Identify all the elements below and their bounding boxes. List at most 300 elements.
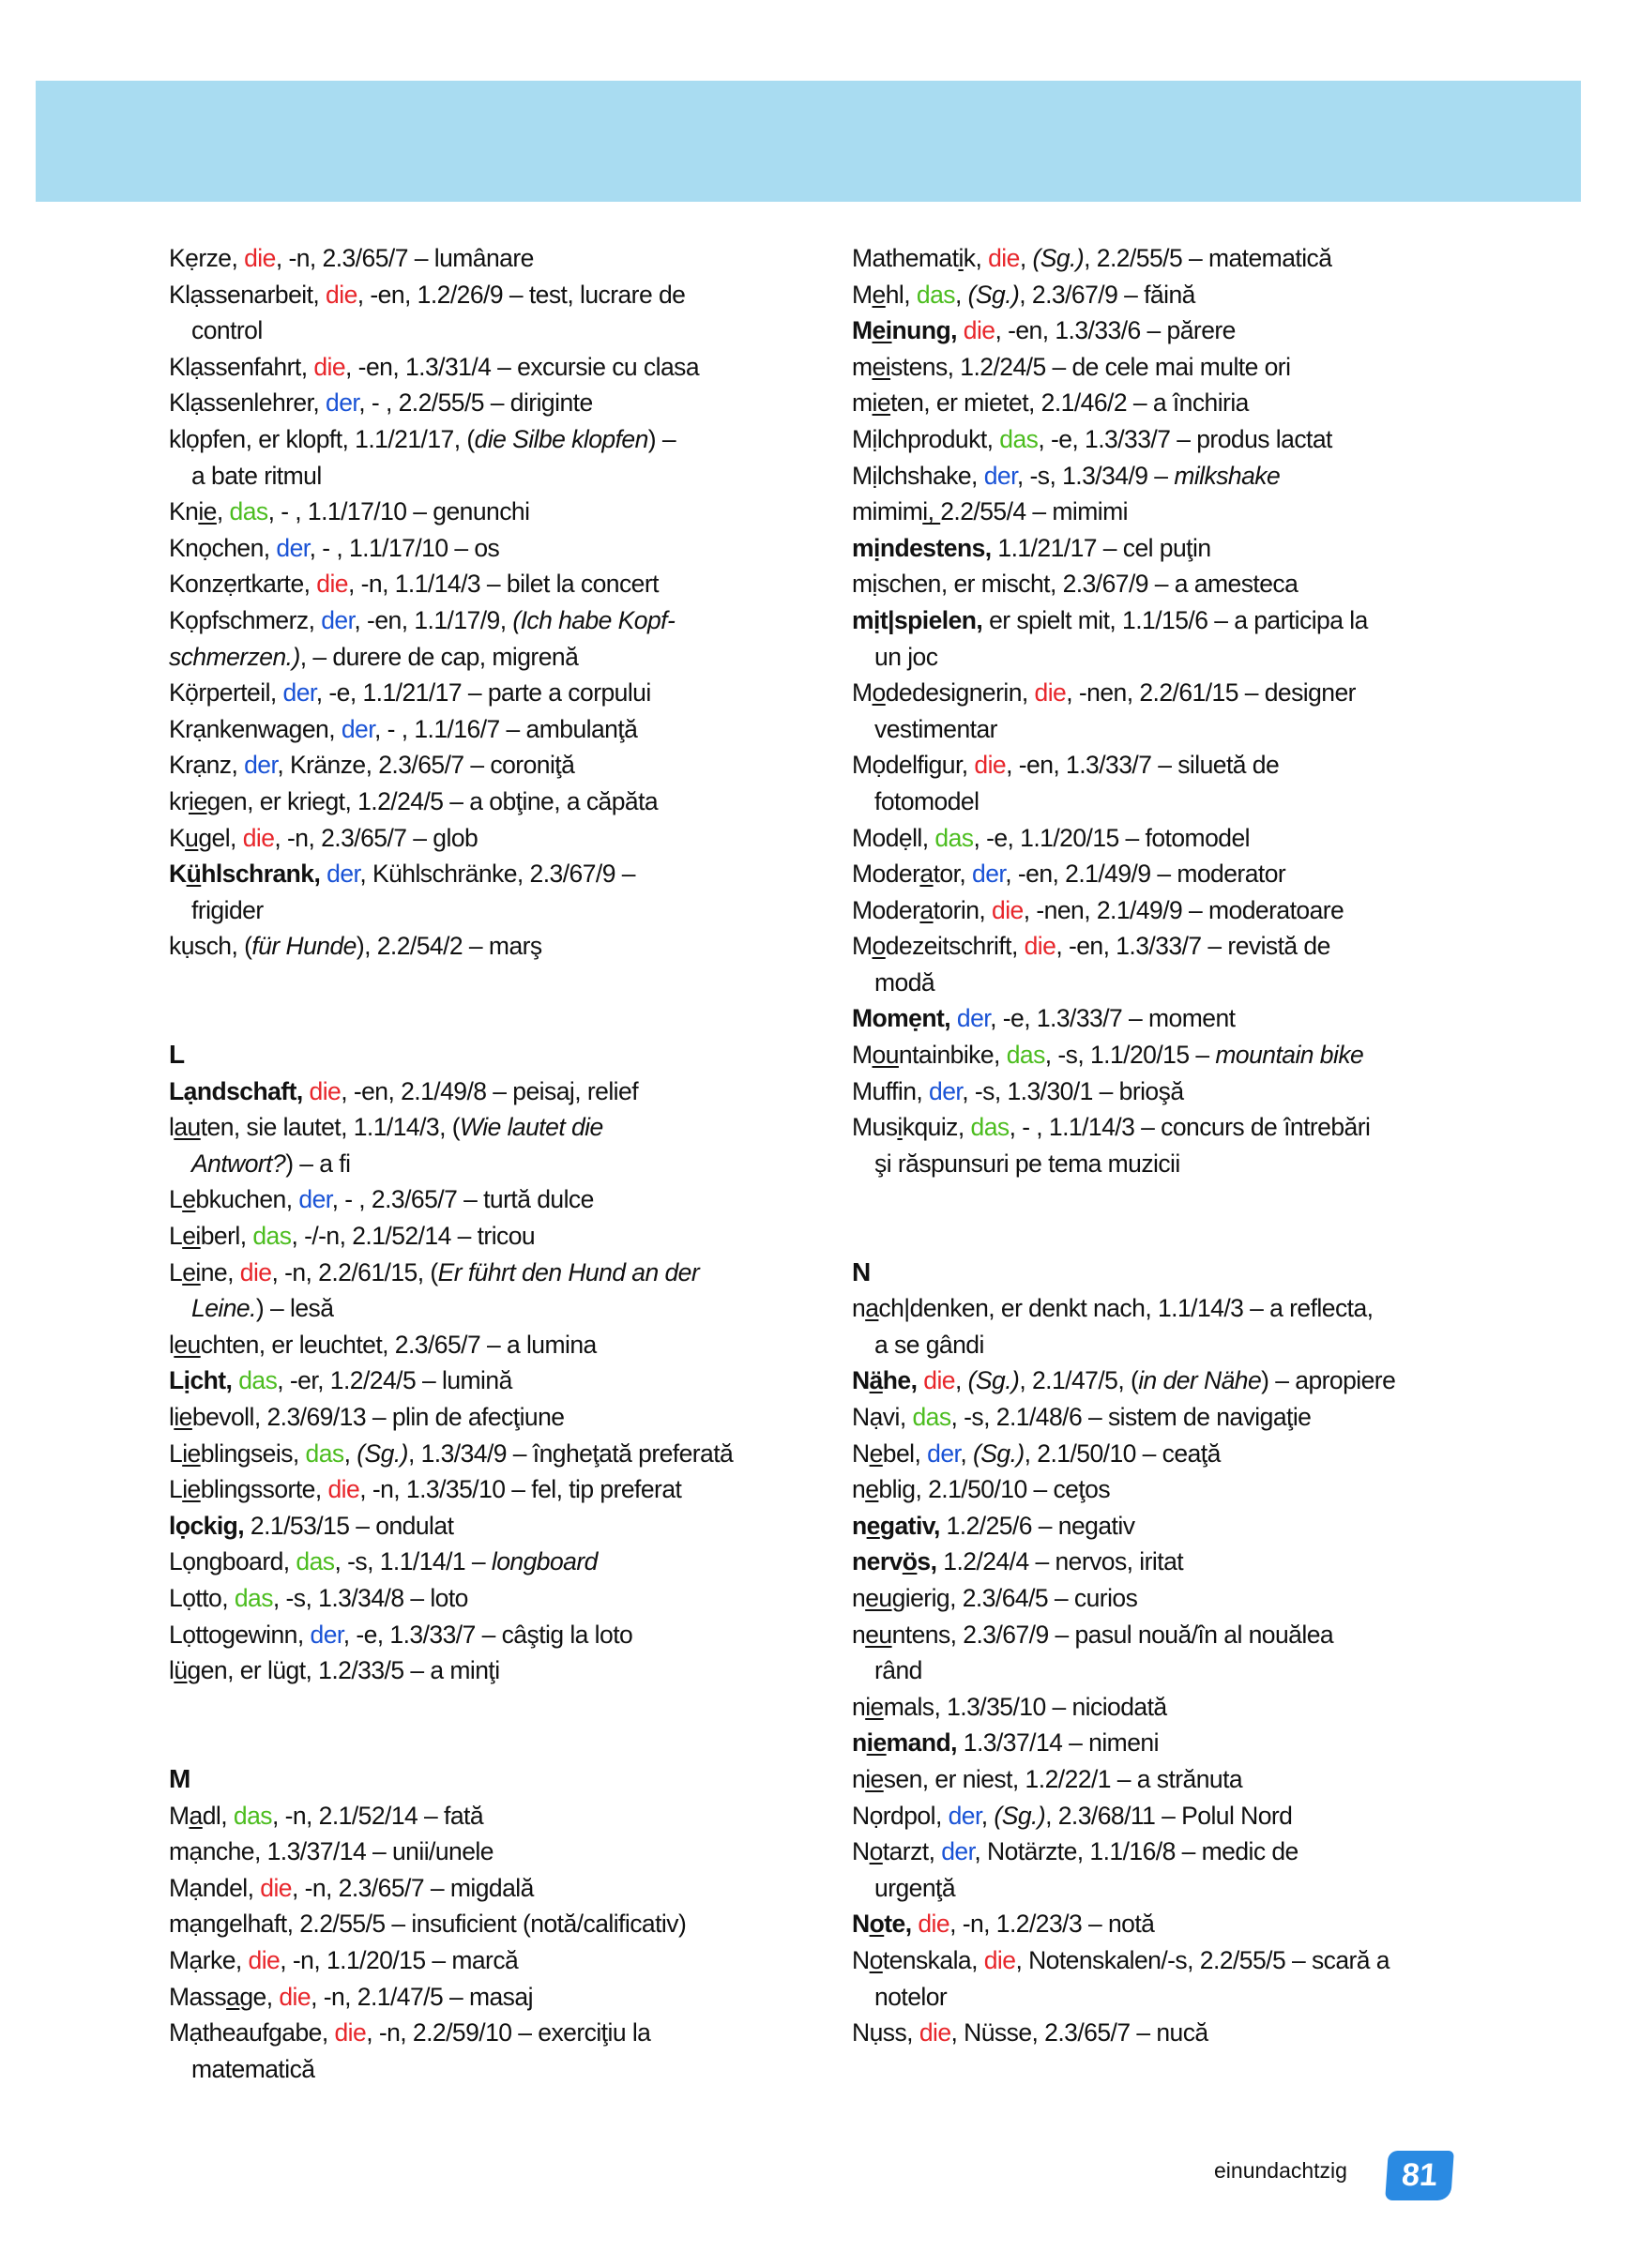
stress-mark: a <box>189 1801 203 1830</box>
entry-text: Mus <box>852 1113 898 1142</box>
entry-text: M <box>852 280 873 309</box>
stress-mark: a <box>919 895 934 924</box>
glossary-entry <box>852 820 1490 857</box>
entry-text: ge, <box>239 1982 280 2011</box>
article-die: die <box>279 1982 311 2011</box>
example-text: die Silbe klopfen <box>474 424 648 453</box>
entry-text: k, <box>963 244 989 272</box>
entry-line <box>169 1906 807 1942</box>
stress-mark: au <box>174 1113 201 1142</box>
article-die: die <box>983 1945 1016 1974</box>
entry-text: , 1.3/34/9 – îngheţată preferată <box>407 1438 734 1468</box>
stress-mark: ie <box>198 497 217 526</box>
glossary-entry <box>169 349 807 386</box>
entry-text: n <box>852 1692 866 1721</box>
entry-line <box>169 2015 807 2051</box>
header-banner <box>36 81 1581 202</box>
entry-text: , - , 2.3/65/7 – turtă dulce <box>331 1185 594 1214</box>
entry-text: fotomodel <box>874 786 980 815</box>
entry-text: , Notenskalen/-s, 2.2/55/5 – scară a <box>1015 1945 1390 1974</box>
entry-text: er spielt mit, 1.1/15/6 – a participa la <box>982 605 1368 634</box>
entry-text: Mạrke, <box>169 1945 249 1974</box>
entry-line <box>852 2015 1490 2051</box>
entry-line <box>852 1146 1490 1182</box>
example-text: (Sg.) <box>967 280 1020 309</box>
glossary-entry <box>852 1000 1490 1037</box>
stress-mark: ei <box>182 1222 201 1251</box>
entry-line <box>852 1761 1490 1798</box>
glossary-entry <box>852 1073 1490 1110</box>
entry-line <box>852 1652 1490 1689</box>
entry-text: , -n, 1.3/35/10 – fel, tip preferat <box>359 1475 682 1504</box>
stress-mark: a <box>226 1982 240 2011</box>
entry-text: Nọrdpol, <box>852 1801 949 1830</box>
example-text: Leine. <box>191 1294 256 1323</box>
entry-text: , Kühlschränke, 2.3/67/9 – <box>359 860 635 889</box>
entry-text <box>303 1077 310 1105</box>
example-text: (Sg.) <box>1032 244 1085 272</box>
entry-line <box>852 1906 1490 1942</box>
entry-text: , <box>954 280 968 309</box>
entry-line <box>852 458 1490 495</box>
glossary-entry <box>852 856 1490 892</box>
glossary-entry <box>169 1870 807 1907</box>
entry-line <box>169 349 807 386</box>
stress-mark: ie <box>188 786 207 815</box>
entry-text: , -s, 1.3/30/1 – brioşă <box>962 1076 1184 1105</box>
entry-line <box>169 240 807 277</box>
article-die: die <box>974 751 1007 780</box>
entry-text: Mathemat <box>852 244 959 272</box>
entry-text: 1.1/21/17 – cel puţin <box>991 533 1211 562</box>
entry-line <box>169 1834 807 1870</box>
entry-line <box>169 602 807 639</box>
entry-text: M <box>169 1801 190 1830</box>
entry-text: Krạnz, <box>169 751 245 780</box>
stress-mark: o <box>872 678 886 708</box>
entry-line <box>852 1436 1490 1472</box>
entry-text: frigider <box>191 895 264 924</box>
entry-text: , -er, 1.2/24/5 – lumină <box>277 1366 512 1395</box>
entry-text: , -en, 1.3/33/6 – părere <box>995 316 1236 345</box>
entry-line <box>852 1399 1490 1436</box>
glossary-entry <box>169 1798 807 1834</box>
entry-text: , -n, 1.2/23/3 – notă <box>949 1910 1155 1939</box>
article-die: die <box>919 2018 951 2047</box>
stress-mark: e <box>872 280 886 309</box>
article-das: das <box>229 497 268 526</box>
glossary-entry <box>852 1942 1490 2015</box>
example-text: schmerzen.) <box>169 642 300 671</box>
entry-text: gierig, 2.3/64/5 – curios <box>891 1583 1138 1612</box>
entry-text: dedesignerin, <box>885 678 1035 708</box>
stress-mark: i <box>958 244 964 272</box>
entry-text: şi răspunsuri pe tema muzicii <box>874 1149 1180 1178</box>
glossary-entry <box>169 1073 807 1110</box>
entry-text: , - , 1.1/16/7 – ambulanţă <box>374 714 638 743</box>
spacer <box>169 965 807 1001</box>
entry-text: , -e, 1.3/33/7 – produs lactat <box>1038 424 1332 453</box>
headword: Lịcht, <box>169 1366 233 1395</box>
article-der: der <box>927 1438 961 1468</box>
entry-line <box>169 1327 807 1363</box>
stress-mark: o <box>869 1945 883 1974</box>
entry-line <box>169 1109 807 1146</box>
article-die: die <box>327 1475 360 1504</box>
entry-line <box>852 494 1490 530</box>
glossary-entry <box>852 1037 1490 1073</box>
entry-line <box>852 747 1490 784</box>
article-der: der <box>983 461 1017 490</box>
section-letter: L <box>169 1040 185 1070</box>
stress-mark: ie <box>865 1692 884 1721</box>
stress-mark: a <box>919 860 934 889</box>
entry-text: gen, er kriegt, 1.2/24/5 – a obţine, a căpăta <box>206 786 659 815</box>
entry-text: a bate ritmul <box>191 461 322 490</box>
entry-line <box>169 1508 807 1545</box>
headword: hlschrank, <box>201 860 321 889</box>
entry-line <box>852 530 1490 567</box>
entry-text: ntainbike, <box>898 1041 1007 1070</box>
entry-text: 1.2/24/4 – nervos, iritat <box>936 1547 1184 1576</box>
glossary-entry <box>169 1471 807 1508</box>
entry-text: , -n, 2.2/59/10 – exerciţiu la <box>366 2018 651 2047</box>
section-letter: M <box>169 1763 190 1793</box>
entry-text: l <box>169 1403 175 1431</box>
entry-line <box>169 1580 807 1617</box>
spacer <box>169 1725 807 1761</box>
entry-text: rând <box>874 1656 922 1685</box>
entry-line <box>169 639 807 676</box>
entry-line <box>852 1471 1490 1508</box>
entry-text: , -/-n, 2.1/52/14 – tricou <box>291 1222 536 1251</box>
entry-text: stens, 1.2/24/5 – de cele mai multe ori <box>890 352 1291 381</box>
entry-text: , -s, 1.1/14/1 – <box>334 1547 492 1576</box>
article-das: das <box>970 1113 1010 1142</box>
headword: he, <box>882 1366 918 1395</box>
entry-line <box>852 1073 1490 1110</box>
entry-line <box>852 1362 1490 1399</box>
spacer <box>852 1181 1490 1218</box>
entry-text: n <box>852 1764 866 1793</box>
entry-line <box>852 1725 1490 1761</box>
entry-text: tarzt, <box>882 1837 942 1866</box>
glossary-entry <box>169 928 807 965</box>
entry-text: , <box>1019 244 1033 272</box>
entry-text: ne, <box>200 1257 240 1286</box>
article-die: die <box>963 316 995 345</box>
entry-line <box>169 1290 807 1327</box>
glossary-entry <box>852 1290 1490 1362</box>
entry-line <box>169 1436 807 1472</box>
glossary-entry <box>852 277 1490 313</box>
entry-text: blingssorte, <box>200 1475 328 1504</box>
glossary-entry <box>852 1508 1490 1545</box>
entry-text: Konzẹrtkarte, <box>169 570 317 599</box>
entry-text: , -n, 1.1/14/3 – bilet la concert <box>347 570 659 599</box>
entry-line <box>852 856 1490 892</box>
article-das: das <box>916 280 955 309</box>
entry-text: , -n, 2.3/65/7 – migdală <box>291 1873 534 1902</box>
article-die: die <box>992 895 1024 924</box>
article-die: die <box>309 1076 342 1105</box>
article-der: der <box>941 1837 975 1866</box>
glossary-entry <box>852 385 1490 421</box>
article-die: die <box>918 1910 950 1939</box>
entry-line <box>852 1617 1490 1653</box>
entry-text: , 2.1/50/10 – ceaţă <box>1024 1438 1221 1468</box>
entry-line <box>169 1255 807 1291</box>
article-das: das <box>234 1583 273 1612</box>
glossary-entry <box>169 1255 807 1327</box>
glossary-entry <box>169 1436 807 1472</box>
entry-text: , - , 1.1/17/10 – genunchi <box>267 497 530 526</box>
entry-text: modă <box>874 967 935 997</box>
entry-text <box>957 316 964 344</box>
entry-line <box>852 349 1490 386</box>
article-die: die <box>248 1945 281 1974</box>
entry-text: , -n, 2.3/65/7 – glob <box>274 823 478 852</box>
stress-mark: eu <box>174 1330 201 1359</box>
stress-mark: ie <box>866 1728 887 1758</box>
entry-text: , 2.2/55/5 – matematică <box>1084 244 1332 272</box>
entry-text: N <box>852 1837 870 1866</box>
entry-line <box>852 1979 1490 2016</box>
entry-text: mimim <box>852 497 923 526</box>
entry-text: klọpfen, er klopft, 1.1/21/17, ( <box>169 424 475 453</box>
entry-line <box>169 1146 807 1182</box>
stress-mark: e <box>865 1475 879 1504</box>
article-die: die <box>239 1257 272 1286</box>
stress-mark: ou <box>872 1041 899 1070</box>
entry-text: , 2.3/67/9 – făină <box>1019 280 1195 309</box>
entry-text: gen, er lügt, 1.2/33/5 – a minţi <box>187 1656 500 1685</box>
entry-line <box>169 1870 807 1907</box>
headword: s, <box>917 1547 937 1576</box>
article-die: die <box>326 280 357 309</box>
entry-text: bel, <box>882 1438 928 1468</box>
headword: N <box>852 1910 870 1939</box>
entry-line <box>852 965 1490 1001</box>
glossary-entry <box>169 711 807 748</box>
entry-text: kquiz, <box>902 1113 971 1142</box>
stress-mark: o <box>869 1910 885 1939</box>
article-der: der <box>321 605 355 634</box>
glossary-entry <box>852 458 1490 495</box>
entry-text: dezeitschrift, <box>885 932 1025 961</box>
glossary-entry <box>852 1544 1490 1580</box>
example-text: in der Nähe <box>1138 1366 1262 1395</box>
glossary-entry <box>169 1181 807 1218</box>
page-number-badge <box>1385 2151 1454 2200</box>
entry-text: Mọdelfigur, <box>852 751 975 780</box>
glossary-entry <box>852 240 1490 277</box>
stress-mark: o <box>869 1837 883 1866</box>
entry-text: , -en, 1.2/26/9 – test, lucrare de <box>357 280 686 309</box>
entry-line <box>852 1000 1490 1037</box>
entry-text: mịschen, er mischt, 2.3/67/9 – a amesteca <box>852 570 1298 599</box>
entry-line <box>169 1544 807 1580</box>
glossary-column-right <box>852 240 1490 2051</box>
entry-text: 2.1/53/15 – ondulat <box>244 1511 454 1540</box>
entry-text: l <box>169 1330 175 1359</box>
entry-text: ), 2.2/54/2 – marş <box>356 932 542 961</box>
glossary-entry <box>852 1725 1490 1761</box>
entry-text: , -en, 2.1/49/8 – peisaj, relief <box>341 1076 639 1105</box>
entry-text: un joc <box>874 642 938 671</box>
entry-text: hl, <box>885 280 917 309</box>
stress-mark: ie <box>174 1403 192 1431</box>
entry-text: , Kränze, 2.3/65/7 – coroniţă <box>277 751 575 780</box>
glossary-entry <box>169 1834 807 1870</box>
entry-line <box>169 784 807 820</box>
entry-text: , <box>960 1438 973 1468</box>
glossary-entry <box>169 566 807 602</box>
glossary-entry <box>169 1218 807 1255</box>
glossary-entry <box>169 1362 807 1399</box>
article-die: die <box>334 2018 367 2047</box>
glossary-entry <box>852 747 1490 819</box>
glossary-entry <box>169 1508 807 1545</box>
stress-mark: e <box>866 1511 880 1540</box>
entry-line <box>852 639 1490 676</box>
example-text: mountain bike <box>1215 1041 1364 1070</box>
stress-mark: eu <box>865 1620 892 1649</box>
stress-mark: ie <box>182 1475 201 1504</box>
entry-text: Klạssenfahrt, <box>169 352 314 381</box>
stress-mark: eu <box>865 1583 892 1612</box>
entry-text: N <box>852 1438 870 1468</box>
stress-mark: e <box>182 1185 196 1214</box>
glossary-entry <box>852 530 1490 567</box>
entry-text: mạnche, 1.3/37/14 – unii/unele <box>169 1837 494 1866</box>
entry-text: kr <box>169 786 189 815</box>
entry-line <box>169 494 807 530</box>
entry-line <box>852 1580 1490 1617</box>
entry-text: chten, er leuchtet, 2.3/65/7 – a lumina <box>200 1330 597 1359</box>
article-das: das <box>238 1366 278 1395</box>
entry-line <box>169 1399 807 1436</box>
entry-text: matematică <box>191 2054 315 2083</box>
example-text: (Sg.) <box>972 1438 1025 1468</box>
entry-line <box>852 1834 1490 1870</box>
article-der: der <box>948 1801 981 1830</box>
glossary-entry <box>169 530 807 567</box>
spacer <box>169 1689 807 1726</box>
entry-text: mạngelhaft, 2.2/55/5 – insuficient (notă/calificativ) <box>169 1910 687 1939</box>
entry-line <box>852 602 1490 639</box>
entry-line <box>852 1798 1490 1834</box>
article-die: die <box>923 1366 955 1395</box>
glossary-entry <box>852 928 1490 1000</box>
example-text: (Ich habe Kopf- <box>512 605 676 634</box>
article-das: das <box>233 1801 272 1830</box>
glossary-entry <box>169 1399 807 1436</box>
glossary-entry <box>169 1109 807 1181</box>
glossary-entry <box>852 1109 1490 1181</box>
entry-text: Mịlchshake, <box>852 461 984 490</box>
article-die: die <box>988 244 1020 272</box>
entry-text: kụsch, ( <box>169 932 252 961</box>
article-der: der <box>972 860 1006 889</box>
entry-text: , -nen, 2.2/61/15 – designer <box>1066 678 1356 708</box>
entry-text: , - , 1.1/17/10 – os <box>309 533 500 562</box>
headword: nerv <box>852 1547 903 1576</box>
entry-text: mals, 1.3/35/10 – niciodată <box>883 1692 1167 1721</box>
glossary-entry <box>852 1580 1490 1617</box>
article-die: die <box>260 1873 292 1902</box>
glossary-entry <box>852 1761 1490 1798</box>
example-text: longboard <box>491 1547 598 1576</box>
glossary-entry <box>852 1834 1490 1906</box>
entry-text: Moder <box>852 895 920 924</box>
glossary-entry <box>169 1906 807 1942</box>
stress-mark: ä <box>869 1366 883 1395</box>
article-die: die <box>313 352 346 381</box>
article-der: der <box>244 751 278 780</box>
entry-text: tenskala, <box>882 1945 984 1974</box>
entry-text: notelor <box>874 1982 948 2011</box>
entry-line <box>169 1798 807 1834</box>
glossary-entry <box>852 421 1490 458</box>
entry-line <box>169 928 807 965</box>
example-text: milkshake <box>1174 461 1281 490</box>
entry-line <box>169 1181 807 1218</box>
entry-text: ch|denken, er denkt nach, 1.1/14/3 – a reflecta, <box>878 1294 1374 1323</box>
headword: n <box>852 1728 867 1758</box>
entry-text: Krạnkenwagen, <box>169 714 342 743</box>
glossary-entry <box>852 1471 1490 1508</box>
glossary-entry <box>169 2015 807 2087</box>
entry-line <box>169 312 807 349</box>
entry-text: , -e, 1.1/21/17 – parte a corpului <box>315 678 651 708</box>
entry-text: ) – apropiere <box>1261 1366 1396 1395</box>
entry-text: blig, 2.1/50/10 – ceţos <box>878 1475 1111 1504</box>
article-der: der <box>310 1620 343 1649</box>
glossary-entry <box>852 1362 1490 1399</box>
entry-text: torin, <box>933 895 993 924</box>
stress-mark: a <box>865 1294 879 1323</box>
entry-text: M <box>852 1041 873 1070</box>
entry-text: , -en, 1.3/33/7 – revistă de <box>1055 932 1330 961</box>
headword: K <box>169 860 187 889</box>
glossary-entry <box>169 1580 807 1617</box>
stress-mark: ei <box>872 352 891 381</box>
example-text: Wie lautet die <box>460 1113 603 1142</box>
page-number-word: einundachtzig <box>1214 2158 1347 2183</box>
headword: mịt|spielen, <box>852 605 983 634</box>
entry-text: berl, <box>200 1222 253 1251</box>
entry-text: l <box>169 1113 175 1142</box>
entry-text: 1.3/37/14 – nimeni <box>956 1728 1159 1758</box>
example-text: (Sg.) <box>967 1366 1020 1395</box>
headword: nung, <box>891 316 957 345</box>
glossary-entry <box>169 747 807 784</box>
entry-line <box>852 312 1490 349</box>
entry-text: L <box>169 1222 183 1251</box>
headword: lọckig, <box>169 1511 245 1540</box>
stress-mark: ie <box>182 1438 201 1468</box>
entry-text: tor, <box>933 860 973 889</box>
entry-line <box>169 711 807 748</box>
entry-text: n <box>852 1583 866 1612</box>
glossary-entry <box>169 1327 807 1363</box>
entry-text: , <box>343 1438 357 1468</box>
entry-text: L <box>169 1185 183 1214</box>
article-der: der <box>298 1185 332 1214</box>
stress-mark: ü <box>174 1656 188 1685</box>
entry-text: , - , 1.1/14/3 – concurs de întrebări <box>1009 1113 1371 1142</box>
